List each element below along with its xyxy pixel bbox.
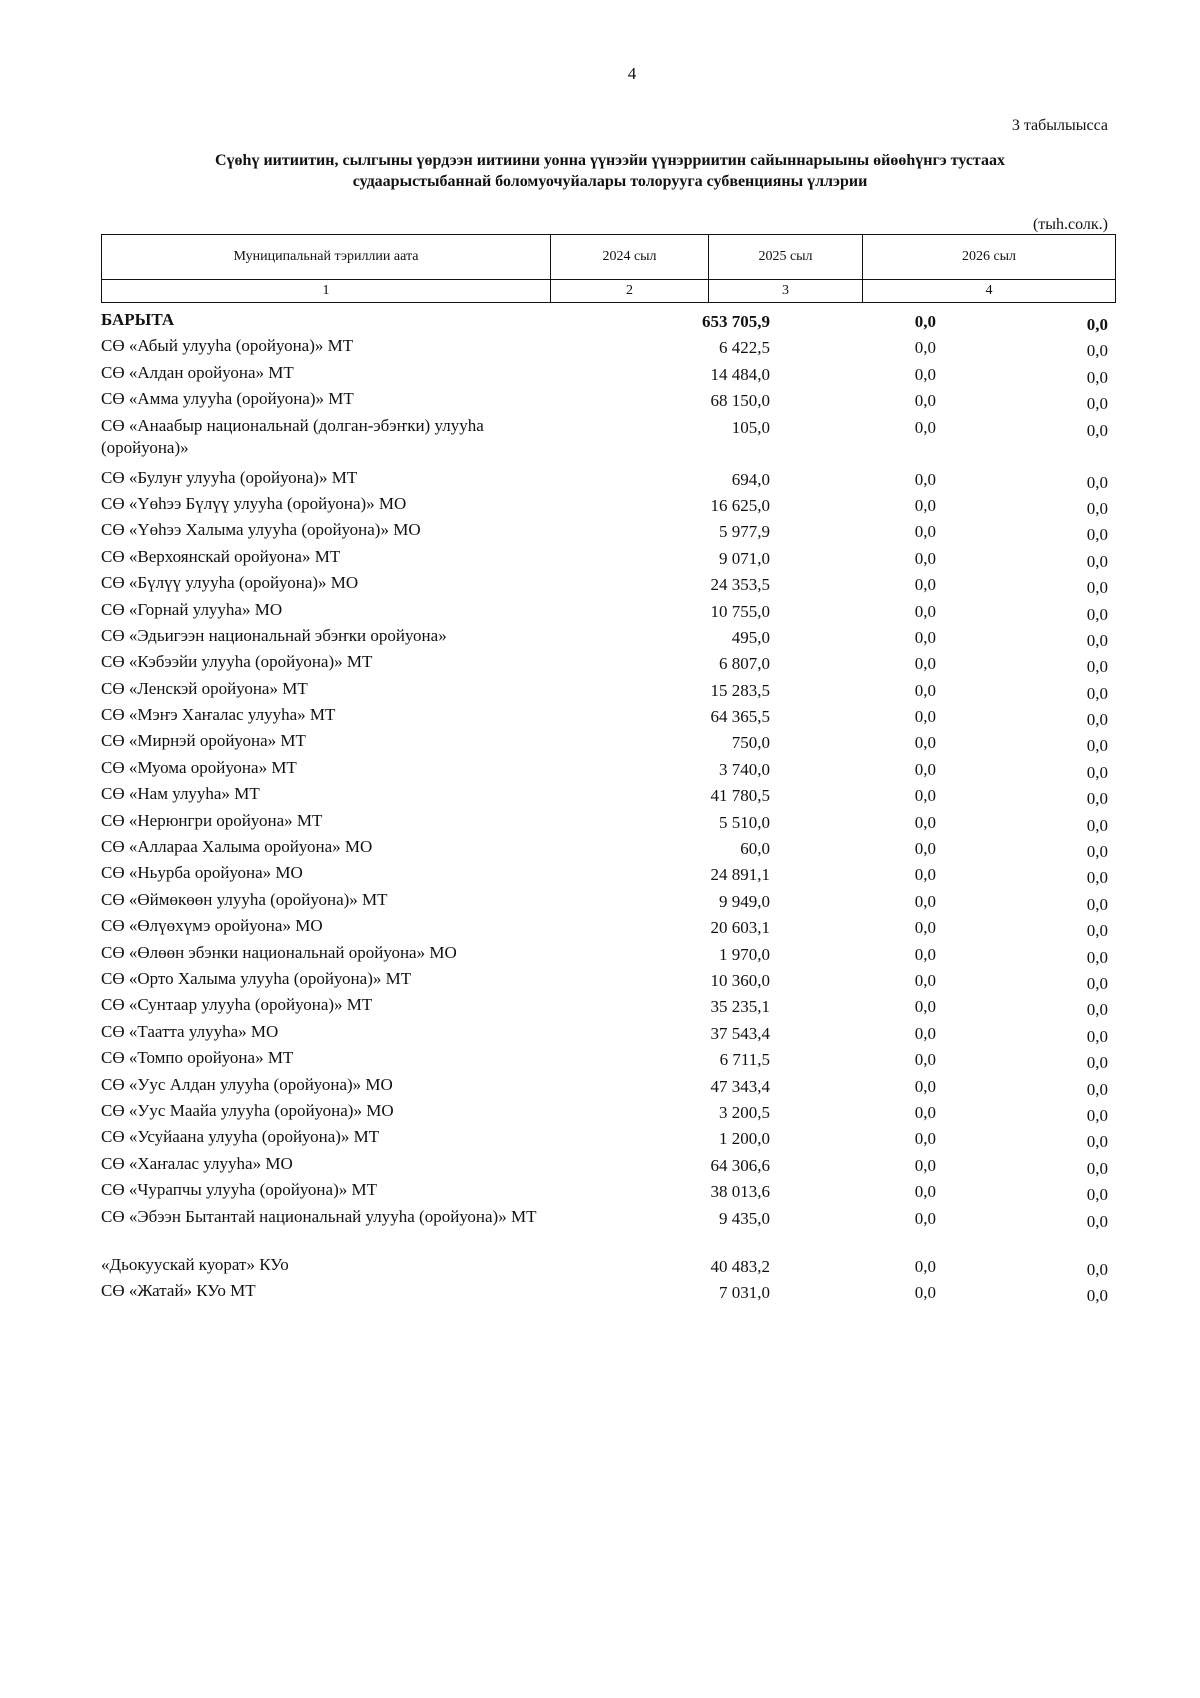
table-header [101, 234, 1116, 303]
table-row [0, 1021, 1200, 1047]
value-2026: 0,0 [1086, 736, 1108, 756]
table-row [0, 862, 1200, 888]
table-row [0, 757, 1200, 783]
municipality-name: СӨ «Ленскэй оройуона» МТ [101, 678, 308, 698]
value-2025: 0,0 [914, 707, 936, 727]
table-row [0, 335, 1200, 361]
value-2025: 0,0 [914, 891, 936, 911]
municipality-name: СӨ «Өймөкөөн улууһа (оройуона)» МТ [101, 889, 388, 909]
value-2026: 0,0 [1086, 630, 1108, 650]
value-2024: 3 740,0 [719, 759, 770, 779]
value-2026: 0,0 [1086, 683, 1108, 703]
table-row [0, 968, 1200, 994]
value-2025: 0,0 [914, 495, 936, 515]
value-2025: 0,0 [914, 997, 936, 1017]
value-2024: 14 484,0 [710, 364, 770, 384]
municipality-name: СӨ «Муома оройуона» МТ [101, 757, 297, 777]
value-2025: 0,0 [914, 1076, 936, 1096]
value-2026: 0,0 [1086, 604, 1108, 624]
value-2026: 0,0 [1086, 868, 1108, 888]
value-2026: 0,0 [1086, 842, 1108, 862]
value-2024: 38 013,6 [710, 1182, 770, 1202]
value-2025: 0,0 [914, 1182, 936, 1202]
value-2025: 0,0 [914, 391, 936, 411]
municipality-name: СӨ «Томпо оройуона» МТ [101, 1048, 294, 1068]
municipality-name: СӨ «Үөһээ Халыма улууһа (оройуона)» МО [101, 520, 421, 540]
value-2025: 0,0 [914, 1129, 936, 1149]
value-2024: 6 422,5 [719, 338, 770, 358]
table-row [0, 572, 1200, 598]
value-2024: 1 970,0 [719, 944, 770, 964]
value-2025: 0,0 [914, 654, 936, 674]
table-row [0, 546, 1200, 572]
municipality-name: СӨ «Абый улууһа (оройуона)» МТ [101, 336, 354, 356]
municipality-name: СӨ «Эбээн Бытантай национальнай улууһа (оройуона)» МТ [101, 1206, 537, 1226]
table-row [0, 783, 1200, 809]
table-row [0, 1254, 1200, 1280]
value-2025: 0,0 [914, 865, 936, 885]
municipality-name: БАРЫТА [101, 310, 175, 329]
table-row [0, 1074, 1200, 1100]
municipality-name: СӨ «Горнай улууһа» МО [101, 599, 283, 619]
total-row [0, 309, 1200, 335]
value-2025: 0,0 [914, 364, 936, 384]
municipality-name: СӨ «Жатай» КУо МТ [101, 1281, 256, 1301]
table-row [0, 1126, 1200, 1152]
value-2025: 0,0 [914, 786, 936, 806]
value-2025: 0,0 [914, 522, 936, 542]
municipality-name: СӨ «Таатта улууһа» МО [101, 1021, 279, 1041]
value-2024: 60,0 [740, 839, 770, 859]
municipality-name: СӨ «Үөһээ Бүлүү улууһа (оройуона)» МО [101, 493, 407, 513]
table-row [0, 915, 1200, 941]
value-2026: 0,0 [1086, 1286, 1108, 1306]
value-2026: 0,0 [1086, 472, 1108, 492]
value-2025: 0,0 [914, 312, 936, 331]
value-2024: 694,0 [731, 469, 770, 489]
value-2025: 0,0 [914, 944, 936, 964]
table-row [0, 519, 1200, 545]
value-2026: 0,0 [1086, 1105, 1108, 1125]
value-2024: 9 435,0 [719, 1208, 770, 1228]
value-2026: 0,0 [1086, 1132, 1108, 1152]
value-2026: 0,0 [1086, 657, 1108, 677]
value-2026: 0,0 [1086, 1211, 1108, 1231]
table-row [0, 388, 1200, 414]
value-2025: 0,0 [914, 1208, 936, 1228]
value-2026: 0,0 [1086, 894, 1108, 914]
value-2024: 6 711,5 [719, 1050, 770, 1070]
value-2026: 0,0 [1086, 1000, 1108, 1020]
value-2024: 15 283,5 [710, 680, 770, 700]
value-2024: 9 071,0 [719, 548, 770, 568]
value-2026: 0,0 [1086, 1079, 1108, 1099]
value-2026: 0,0 [1086, 551, 1108, 571]
municipality-name: СӨ «Уус Маайа улууһа (оройуона)» МО [101, 1100, 394, 1120]
value-2026: 0,0 [1086, 1053, 1108, 1073]
table-row [0, 836, 1200, 862]
value-2026: 0,0 [1086, 578, 1108, 598]
municipality-name: СӨ «Сунтаар улууһа (оройуона)» МТ [101, 995, 373, 1015]
value-2024: 10 360,0 [710, 970, 770, 990]
value-2026: 0,0 [1086, 1185, 1108, 1205]
value-2024: 68 150,0 [710, 391, 770, 411]
header-2026: 2026 сыл [863, 235, 1116, 280]
value-2025: 0,0 [914, 627, 936, 647]
table-row [0, 1280, 1200, 1306]
value-2025: 0,0 [914, 839, 936, 859]
table-row [0, 599, 1200, 625]
value-2024: 653 705,9 [702, 312, 770, 331]
value-2026: 0,0 [1086, 762, 1108, 782]
municipality-name: СӨ «Усуйаана улууһа (оройуона)» МТ [101, 1127, 380, 1147]
municipality-name: СӨ «Орто Халыма улууһа (оройуона)» МТ [101, 968, 412, 988]
value-2024: 5 977,9 [719, 522, 770, 542]
municipality-name: СӨ «Хаҥалас улууһа» МО [101, 1153, 293, 1173]
value-2024: 16 625,0 [710, 495, 770, 515]
value-2024: 64 365,5 [710, 707, 770, 727]
municipality-name: СӨ «Мэҥэ Хаҥалас улууһа» МТ [101, 705, 336, 725]
table-row [0, 625, 1200, 651]
header-municipality: Муниципальнай тэриллии аата [102, 235, 551, 280]
table-row [0, 493, 1200, 519]
value-2024: 3 200,5 [719, 1102, 770, 1122]
value-2026: 0,0 [1086, 815, 1108, 835]
header-num-1: 1 [102, 280, 551, 303]
header-num-2: 2 [551, 280, 709, 303]
value-2026: 0,0 [1086, 1158, 1108, 1178]
municipality-name: «Дьокуускай куорат» КУо [101, 1254, 289, 1274]
value-2024: 20 603,1 [710, 918, 770, 938]
value-2024: 47 343,4 [710, 1076, 770, 1096]
municipality-name: СӨ «Мирнэй оройуона» МТ [101, 731, 306, 751]
value-2024: 37 543,4 [710, 1023, 770, 1043]
value-2026: 0,0 [1086, 420, 1108, 440]
value-2024: 10 755,0 [710, 601, 770, 621]
table-row [0, 678, 1200, 704]
value-2024: 7 031,0 [719, 1283, 770, 1303]
municipality-name: СӨ «Өлөөн эбэнки национальнай оройуона» МО [101, 942, 457, 962]
value-2024: 35 235,1 [710, 997, 770, 1017]
value-2024: 1 200,0 [719, 1129, 770, 1149]
municipality-name: СӨ «Чурапчы улууһа (оройуона)» МТ [101, 1180, 377, 1200]
municipality-name: СӨ «Бүлүү улууһа (оройуона)» МО [101, 573, 359, 593]
value-2026: 0,0 [1086, 525, 1108, 545]
annex-label: 3 табылыысса [1011, 117, 1108, 134]
table-row [0, 415, 1200, 467]
value-2026: 0,0 [1086, 367, 1108, 387]
table-row [0, 1179, 1200, 1205]
value-2026: 0,0 [1086, 921, 1108, 941]
value-2025: 0,0 [914, 575, 936, 595]
table-row [0, 889, 1200, 915]
value-2025: 0,0 [914, 733, 936, 753]
municipality-name: СӨ «Уус Алдан улууһа (оройуона)» МО [101, 1074, 393, 1094]
value-2026: 0,0 [1086, 1259, 1108, 1279]
value-2025: 0,0 [914, 417, 936, 437]
table-row [0, 467, 1200, 493]
table-row [0, 704, 1200, 730]
table-body [0, 309, 1200, 1307]
value-2026: 0,0 [1086, 315, 1108, 334]
table-row [0, 1153, 1200, 1179]
header-num-3: 3 [709, 280, 863, 303]
title-line-1: Сүөһү иитиитин, сылгыны үөрдээн иитиини уонна үүнээйи үүнэрриитин сайыннарыыны өйөөһүнгэ тустаах [215, 152, 1005, 169]
value-2024: 40 483,2 [710, 1256, 770, 1276]
value-2026: 0,0 [1086, 973, 1108, 993]
municipality-name: СӨ «Эдьигээн национальнай эбэҥки оройуона» [101, 625, 447, 645]
municipality-name: СӨ «Алдан оройуона» МТ [101, 362, 294, 382]
value-2025: 0,0 [914, 680, 936, 700]
value-2026: 0,0 [1086, 789, 1108, 809]
municipality-name: СӨ «Аллараа Халыма оройуона» МО [101, 837, 373, 857]
table-row [0, 362, 1200, 388]
page-number: 4 [627, 64, 637, 83]
document-title [100, 150, 1120, 192]
value-2025: 0,0 [914, 1050, 936, 1070]
municipality-name: СӨ «Булуҥ улууһа (оройуона)» МТ [101, 467, 358, 487]
value-2024: 495,0 [731, 627, 770, 647]
value-2024: 24 891,1 [710, 865, 770, 885]
value-2024: 41 780,5 [710, 786, 770, 806]
municipality-name: СӨ «Амма улууһа (оройуона)» МТ [101, 389, 354, 409]
value-2025: 0,0 [914, 1283, 936, 1303]
value-2024: 750,0 [731, 733, 770, 753]
value-2025: 0,0 [914, 1023, 936, 1043]
value-2024: 105,0 [731, 417, 770, 437]
municipality-name: СӨ «Верхоянскай оройуона» МТ [101, 546, 341, 566]
header-2025: 2025 сыл [709, 235, 863, 280]
table-row [0, 810, 1200, 836]
units-label: (тыһ.солк.) [1032, 216, 1108, 233]
table-row [0, 942, 1200, 968]
value-2024: 6 807,0 [719, 654, 770, 674]
value-2025: 0,0 [914, 601, 936, 621]
value-2025: 0,0 [914, 469, 936, 489]
value-2026: 0,0 [1086, 1026, 1108, 1046]
value-2025: 0,0 [914, 1256, 936, 1276]
municipality-name: СӨ «Ньурба оройуона» МО [101, 863, 303, 883]
value-2026: 0,0 [1086, 498, 1108, 518]
value-2025: 0,0 [914, 1102, 936, 1122]
table-row [0, 1047, 1200, 1073]
value-2024: 5 510,0 [719, 812, 770, 832]
municipality-name: СӨ «Анаабыр национальнай (долган-эбэҥки) улууһа (оройуона)» [101, 415, 484, 457]
value-2024: 9 949,0 [719, 891, 770, 911]
value-2026: 0,0 [1086, 710, 1108, 730]
value-2025: 0,0 [914, 812, 936, 832]
table-row [0, 1100, 1200, 1126]
table-row [0, 994, 1200, 1020]
value-2025: 0,0 [914, 918, 936, 938]
value-2026: 0,0 [1086, 394, 1108, 414]
table-row [0, 730, 1200, 756]
value-2026: 0,0 [1086, 947, 1108, 967]
header-num-4: 4 [863, 280, 1116, 303]
value-2025: 0,0 [914, 338, 936, 358]
municipality-name: СӨ «Нерюнгри оройуона» МТ [101, 810, 323, 830]
header-2024: 2024 сыл [551, 235, 709, 280]
municipality-name: СӨ «Өлүөхүмэ оройуона» МО [101, 916, 323, 936]
value-2025: 0,0 [914, 970, 936, 990]
value-2026: 0,0 [1086, 341, 1108, 361]
table-row [0, 651, 1200, 677]
title-line-2: судаарыстыбаннай боломуочуйалары толорууга субвенцияны үллэрии [352, 173, 868, 190]
value-2025: 0,0 [914, 548, 936, 568]
value-2025: 0,0 [914, 759, 936, 779]
value-2024: 24 353,5 [710, 575, 770, 595]
municipality-name: СӨ «Кэбээйи улууһа (оройуона)» МТ [101, 652, 373, 672]
value-2025: 0,0 [914, 1155, 936, 1175]
table-row [0, 1206, 1200, 1232]
municipality-name: СӨ «Нам улууһа» МТ [101, 784, 260, 804]
value-2024: 64 306,6 [710, 1155, 770, 1175]
